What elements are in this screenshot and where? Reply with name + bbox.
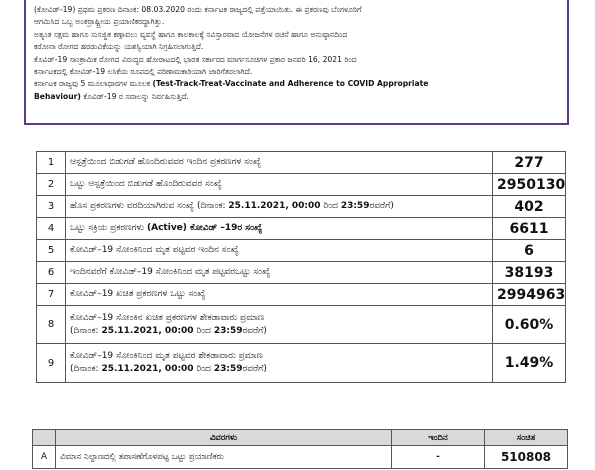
table-row xyxy=(37,152,566,174)
label-line: ಕೋವಿಡ್–19 ಸೋಂಕಿನ ಖಚಿತ ಪ್ರಕರಣಗಳ ಶೇಕಡಾವಾರು ಪ್ರಮಾಣ xyxy=(70,312,265,323)
intro-pillars-text: Behaviour) xyxy=(34,91,81,101)
table-row xyxy=(33,446,568,469)
row-number: 2 xyxy=(37,174,66,196)
label-time: 23:59 xyxy=(213,325,243,336)
row-label: ಕೋವಿಡ್–19 ಖಚಿತ ಪ್ರಕರಣಗಳ ಒಟ್ಟು ಸಂಖ್ಯೆ xyxy=(66,284,493,306)
row-number: 9 xyxy=(37,344,66,383)
intro-line: (ಕೋವಿಡ್-19) ಪ್ರಥಮ ಪ್ರಕರಣ ದಿನಾಂಕ: 08.03.2020 ರಂದು ಕರ್ನಾಟಕ ರಾಜ್ಯದಲ್ಲಿ ಪತ್ತೆಯಾಯಿತು. ಈ ಪ್ರಕರಣವು ಬೆಂಗಳೂರಿಗೆ xyxy=(34,5,362,14)
row-number: 5 xyxy=(37,240,66,262)
label-text: ರವರೆಗೆ) xyxy=(242,364,267,374)
label-text: ಒಟ್ಟು ಸಕ್ರಿಯ ಪ್ರಕರಣಗಳು xyxy=(70,223,148,233)
row-value: 402 xyxy=(493,196,566,218)
row-value: 1.49% xyxy=(493,344,566,383)
row-label xyxy=(66,344,493,383)
table-row xyxy=(37,306,566,344)
label-line: ಕೋವಿಡ್–19 ಸೋಂಕಿನಿಂದ ಮೃತ ಪಟ್ಟವರ ಶೇಕಡಾವಾರು ಪ್ರಮಾಣ xyxy=(70,351,263,361)
intro-line: ಕೊವಿಡ್-19 ಸಾಂಕ್ರಾಮಿಕ ರೋಗದ ವಿರುದ್ಧದ ಹೋರಾಟದಲ್ಲಿ ಭಾರತ ಸರ್ಕಾರದ ಮಾರ್ಗಸೂಚಿಗಳ ಪ್ರಕಾರ ಜನವರಿ 16, 2021 ರಿಂದ xyxy=(34,54,357,64)
label-date: 25.11.2021, 00:00 xyxy=(228,201,321,211)
row-value: 2994963 xyxy=(493,284,566,306)
intro-line: ಆಗಮಿಸಿದ ಒಬ್ಬ ಅಂತರ್ರಾಷ್ಟ್ರೀಯ ಪ್ರಯಾಣಿಕರದ್ದಾಗಿತ್ತು. xyxy=(34,17,165,27)
label-text: ರಿಂದ xyxy=(193,364,214,374)
label-time: 23:59 xyxy=(213,364,243,374)
table-row xyxy=(37,196,566,218)
intro-text: ಕೊವಿಡ್-19 ರ ಸವಾಲನ್ನು ನಿರ್ವಹಿಸುತ್ತಿದೆ. xyxy=(80,91,189,101)
row-today: - xyxy=(392,446,485,469)
header-total: ಸಂಚಿತ xyxy=(485,430,568,446)
intro-pillars-text: (Test-Track-Treat-Vaccinate and Adherence to COVID Appropriate xyxy=(152,79,429,89)
header-id xyxy=(33,430,56,446)
label-line xyxy=(70,325,488,338)
label-text: ರಿಂದ xyxy=(193,325,214,336)
intro-line: ಕರೋನಾ ರೋಗದ ಹರಡುವಿಕೆಯನ್ನು ಯಶಸ್ವಿಯಾಗಿ ನಿಗ್ರಹಿಸಲಾಗುತ್ತಿದೆ. xyxy=(34,42,204,52)
row-label xyxy=(66,218,493,240)
table-row xyxy=(37,344,566,383)
row-number: 1 xyxy=(37,152,66,174)
row-label xyxy=(66,306,493,344)
row-label: ಇಂದಿನವರೆಗೆ ಕೋವಿಡ್–19 ಸೋಂಕಿನಿಂದ ಮೃತ ಪಟ್ಟವರಒಟ್ಟು ಸಂಖ್ಯೆ xyxy=(66,262,493,284)
intro-box xyxy=(24,0,569,125)
label-text: ರವರೆಗೆ) xyxy=(369,201,394,211)
row-number: 7 xyxy=(37,284,66,306)
label-active: (Active) ಕೋವಿಡ್ –19ರ ಸಂಖ್ಯೆ xyxy=(147,223,263,233)
row-label: ಆಸ್ಪತ್ರೆಯಿಂದ ಬಿಡುಗಡೆ ಹೊಂದಿರುವವರ ಇಂದಿನ ಪ್ರಕರಣಗಳ ಸಂಖ್ಯೆ xyxy=(66,152,493,174)
header-today: ಇಂದಿನ xyxy=(392,430,485,446)
intro-line: ಕರ್ನಾಟಕದಲ್ಲಿ ಕೋವಿಡ್-19 ಲಸಿಕೆಯ ರೂಪದಲ್ಲಿ ಪರಿಣಾಮಕಾರಿಯಾಗಿ ಜಾರಿಗೆತರಲಾಗಿದೆ. xyxy=(34,67,253,77)
row-number: 6 xyxy=(37,262,66,284)
row-label: ಒಟ್ಟು ಆಸ್ಪತ್ರೆಯಿಂದ ಬಿಡುಗಡೆ ಹೊಂದಿರುವವರ ಸಂಖ್ಯೆ xyxy=(66,174,493,196)
label-time: 23:59 xyxy=(340,201,370,211)
row-label: ಕೋವಿಡ್–19 ಸೋಂಕಿನಿಂದ ಮೃತ ಪಟ್ಟವರ ಇಂದಿನ ಸಂಖ್ಯೆ xyxy=(66,240,493,262)
intro-line xyxy=(34,78,559,90)
label-date: 25.11.2021, 00:00 xyxy=(101,325,194,336)
table-row xyxy=(37,174,566,196)
row-total: 510808 xyxy=(485,446,568,469)
row-label xyxy=(66,196,493,218)
intro-line: ಅತ್ಯಂತ ಸಕ್ಷಮ ಹಾಗೂ ಸುಸಜ್ಜಿತ ಕಣ್ಗಾವಲು ವ್ಯವಸ್ಥೆ ಹಾಗೂ ಕಾಲಕಾಲಕ್ಕೆ ಸವಿಸ್ತಾರವಾದ ಯೋಜನೆಗಳ ರಚನೆ ಹಾಗೂ ಅನುಷ್ಠಾನದಿಂದ xyxy=(34,29,348,39)
label-date: 25.11.2021, 00:00 xyxy=(101,364,194,374)
row-value: 277 xyxy=(493,152,566,174)
label-text: ರವರೆಗೆ) xyxy=(242,325,267,336)
label-text: (ದಿನಾಂಕ: xyxy=(70,364,102,374)
summary-table xyxy=(32,429,568,469)
row-value: 6611 xyxy=(493,218,566,240)
row-label: ವಿಮಾನ ನಿಲ್ದಾಣದಲ್ಲಿ ತಪಾಸಣೆಗೊಳಪಟ್ಟ ಒಟ್ಟು ಪ್ರಯಾಣಿಕರು xyxy=(56,446,392,469)
label-text: (ದಿನಾಂಕ: xyxy=(70,325,102,336)
label-line xyxy=(70,363,488,376)
row-number: 8 xyxy=(37,306,66,344)
header-details: ವಿವರಗಳು xyxy=(56,430,392,446)
row-value: 0.60% xyxy=(493,306,566,344)
row-value: 38193 xyxy=(493,262,566,284)
table-row xyxy=(37,262,566,284)
row-number: 3 xyxy=(37,196,66,218)
intro-text: ಕರ್ನಾಟಕ ರಾಜ್ಯವು 5 ಮೂಲಾಧಾರಗಳ ಮೂಲಕ xyxy=(34,79,153,89)
table-row xyxy=(37,284,566,306)
table-row xyxy=(37,218,566,240)
row-value: 6 xyxy=(493,240,566,262)
row-id: A xyxy=(33,446,56,469)
intro-line xyxy=(34,91,559,103)
label-text: ಹೊಸ ಪ್ರಕರಣಗಳು ವರದಿಯಾಗಿರುವ ಸಂಖ್ಯೆ (ದಿನಾಂಕ: xyxy=(70,201,229,211)
header-row xyxy=(33,430,568,446)
label-text: ರಿಂದ xyxy=(320,201,341,211)
stats-table xyxy=(36,151,566,383)
row-number: 4 xyxy=(37,218,66,240)
table-row xyxy=(37,240,566,262)
row-value: 2950130 xyxy=(493,174,566,196)
